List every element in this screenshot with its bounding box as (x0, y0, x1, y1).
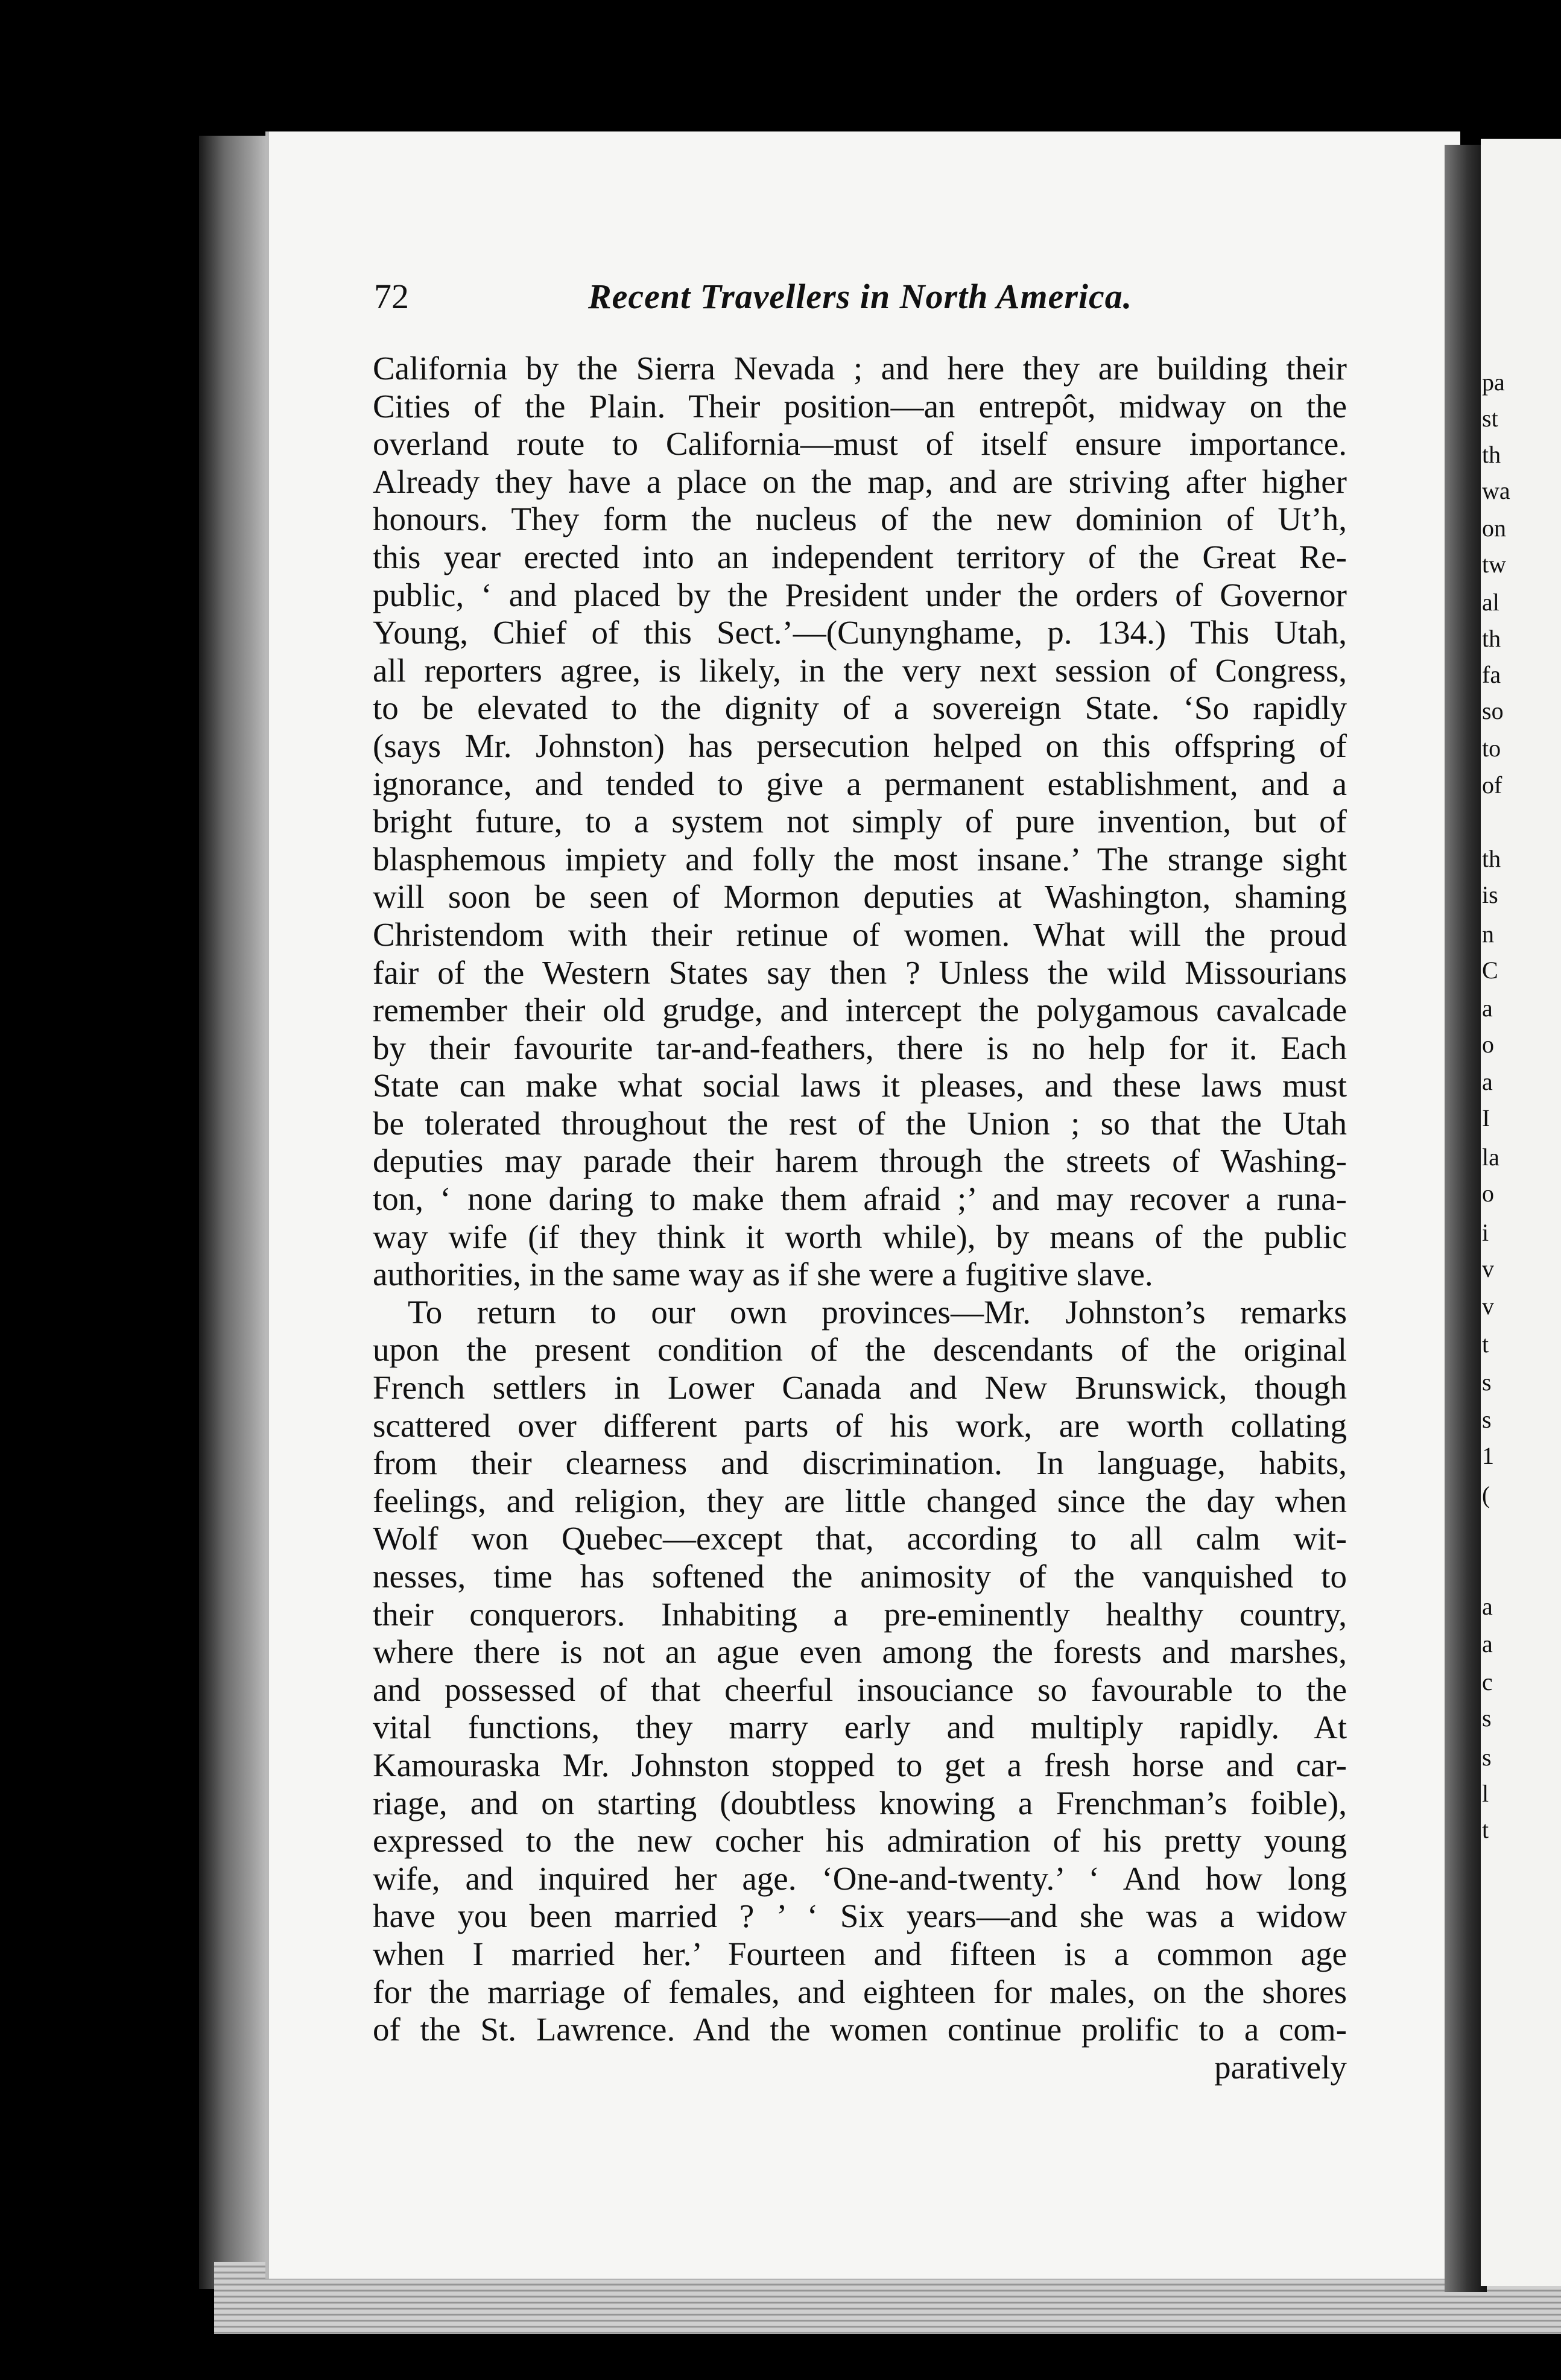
text-line: to be elevated to the dignity of a sovereign State. ‘So rapidly (373, 689, 1347, 727)
facing-page-fragment: o (1482, 1180, 1494, 1207)
facing-page-fragment: v (1482, 1293, 1494, 1320)
text-line: bright future, to a system not simply of pure invention, but of (373, 803, 1347, 840)
catchword: paratively (1214, 2048, 1347, 2086)
facing-page-fragment: 1 (1482, 1442, 1494, 1469)
text-line: upon the present condition of the descendants of the original (373, 1331, 1347, 1369)
facing-page-fragment: s (1482, 1406, 1492, 1433)
text-line: by their favourite tar-and-feathers, there is no help for it. Each (373, 1029, 1347, 1066)
text-line: Wolf won Quebec—except that, according to all calm wit- (373, 1520, 1347, 1557)
facing-page-fragment: C (1482, 957, 1498, 984)
facing-page-fragment: of (1482, 771, 1502, 799)
facing-page-fragment: c (1482, 1668, 1493, 1695)
text-line: California by the Sierra Nevada ; and here they are building their (373, 350, 1347, 387)
facing-page-fragment: tw (1482, 551, 1506, 578)
text-line: riage, and on starting (doubtless knowing a Frenchman’s foible), (373, 1784, 1347, 1821)
text-line: remember their old grudge, and intercept the polygamous cavalcade (373, 992, 1347, 1029)
text-line: authorities, in the same way as if she were a fugitive slave. (373, 1256, 1153, 1293)
text-line: where there is not an ague even among the forests and marshes, (373, 1633, 1347, 1671)
facing-page-fragment: v (1482, 1255, 1494, 1282)
facing-page-fragment: a (1482, 995, 1493, 1022)
facing-page-fragment: a (1482, 1593, 1493, 1620)
facing-page-fragment: th (1482, 625, 1501, 652)
page-number: 72 (374, 277, 409, 316)
facing-page-fragment: a (1482, 1630, 1493, 1657)
facing-page-fragment: t (1482, 1816, 1489, 1843)
text-line: Already they have a place on the map, and are striving after higher (373, 463, 1347, 500)
text-line: way wife (if they think it worth while), by means of the public (373, 1218, 1347, 1255)
facing-page-fragment: la (1482, 1144, 1499, 1171)
text-line: wife, and inquired her age. ‘One-and-twenty.’ ‘ And how long (373, 1859, 1347, 1897)
facing-page-fragment: th (1482, 441, 1501, 468)
text-line: Cities of the Plain. Their position—an entrepôt, midway on the (373, 387, 1347, 425)
text-line: this year erected into an independent territory of the Great Re- (373, 538, 1347, 575)
text-line: French settlers in Lower Canada and New Brunswick, though (373, 1369, 1347, 1407)
text-line: for the marriage of females, and eighteen for males, on the shores (373, 1973, 1347, 2010)
facing-page-fragment: n (1482, 920, 1494, 948)
text-line: honours. They form the nucleus of the new dominion of Ut’h, (373, 501, 1347, 538)
text-line: State can make what social laws it pleases, and these laws must (373, 1067, 1347, 1104)
text-line: blasphemous impiety and folly the most insane.’ The strange sight (373, 840, 1347, 878)
facing-page-fragment: ( (1482, 1481, 1490, 1508)
text-line: To return to our own provinces—Mr. Johnston’s remarks (408, 1293, 1347, 1331)
text-line: Young, Chief of this Sect.’—(Cunynghame, p. 134.) This Utah, (373, 614, 1347, 651)
facing-page-fragment: l (1482, 1780, 1489, 1807)
facing-page-fragment: st (1482, 405, 1498, 432)
text-line: feelings, and religion, they are little changed since the day when (373, 1482, 1347, 1519)
facing-page-fragment: i (1482, 1219, 1489, 1246)
text-line: vital functions, they marry early and multiply rapidly. At (373, 1709, 1347, 1746)
text-line: be tolerated throughout the rest of the Union ; so that the Utah (373, 1104, 1347, 1142)
body-text (373, 350, 1347, 2086)
text-line: nesses, time has softened the animosity of the vanquished to (373, 1558, 1347, 1595)
facing-page-fragment: fa (1482, 661, 1501, 688)
text-line: Christendom with their retinue of women. What will the proud (373, 916, 1347, 953)
facing-page-fragment: al (1482, 589, 1499, 616)
text-line: (says Mr. Johnston) has persecution helped on this offspring of (373, 727, 1347, 764)
text-line: of the St. Lawrence. And the women continue prolific to a com- (373, 2011, 1347, 2048)
text-line: fair of the Western States say then ? Unless the wild Missourians (373, 954, 1347, 991)
text-line: ignorance, and tended to give a permanent establishment, and a (373, 765, 1347, 802)
text-line: have you been married ? ’ ‘ Six years—and she was a widow (373, 1897, 1347, 1935)
text-line: Kamouraska Mr. Johnston stopped to get a fresh horse and car- (373, 1746, 1347, 1783)
text-line: deputies may parade their harem through the streets of Washing- (373, 1142, 1347, 1180)
facing-page-fragment: o (1482, 1031, 1494, 1058)
facing-page-fragment: s (1482, 1704, 1492, 1732)
facing-page-fragment: t (1482, 1331, 1489, 1358)
facing-page-fragment: so (1482, 697, 1504, 724)
facing-page-fragment: to (1482, 735, 1501, 762)
page-header (374, 276, 1351, 318)
text-line: public, ‘ and placed by the President under the orders of Governor (373, 576, 1347, 613)
text-line: from their clearness and discrimination. In language, habits, (373, 1445, 1347, 1482)
text-line: when I married her.’ Fourteen and fifteen is a common age (373, 1935, 1347, 1972)
facing-page-fragment: I (1482, 1104, 1490, 1131)
text-line: all reporters agree, is likely, in the very next session of Congress, (373, 651, 1347, 689)
facing-page-fragment: th (1482, 845, 1501, 872)
text-line: their conquerors. Inhabiting a pre-eminently healthy country, (373, 1595, 1347, 1633)
text-line: expressed to the new cocher his admiration of his pretty young (373, 1822, 1347, 1859)
text-line: scattered over different parts of his work, are worth collating (373, 1407, 1347, 1444)
text-line: will soon be seen of Mormon deputies at Washington, shaming (373, 878, 1347, 916)
text-line: and possessed of that cheerful insouciance so favourable to the (373, 1671, 1347, 1708)
facing-page-fragment: a (1482, 1068, 1493, 1095)
facing-page-fragment: pa (1482, 369, 1505, 396)
facing-page-fragment: on (1482, 514, 1506, 542)
text-line: ton, ‘ none daring to make them afraid ;’ and may recover a runa- (373, 1180, 1347, 1218)
facing-page-fragment: s (1482, 1369, 1492, 1396)
facing-page-edge (1481, 139, 1561, 2286)
facing-page-fragment: wa (1482, 477, 1510, 504)
facing-page-fragment: s (1482, 1744, 1492, 1771)
facing-page-fragment: is (1482, 881, 1498, 908)
running-title: Recent Travellers in North America. (588, 277, 1133, 316)
text-line: overland route to California—must of itself ensure importance. (373, 425, 1347, 463)
